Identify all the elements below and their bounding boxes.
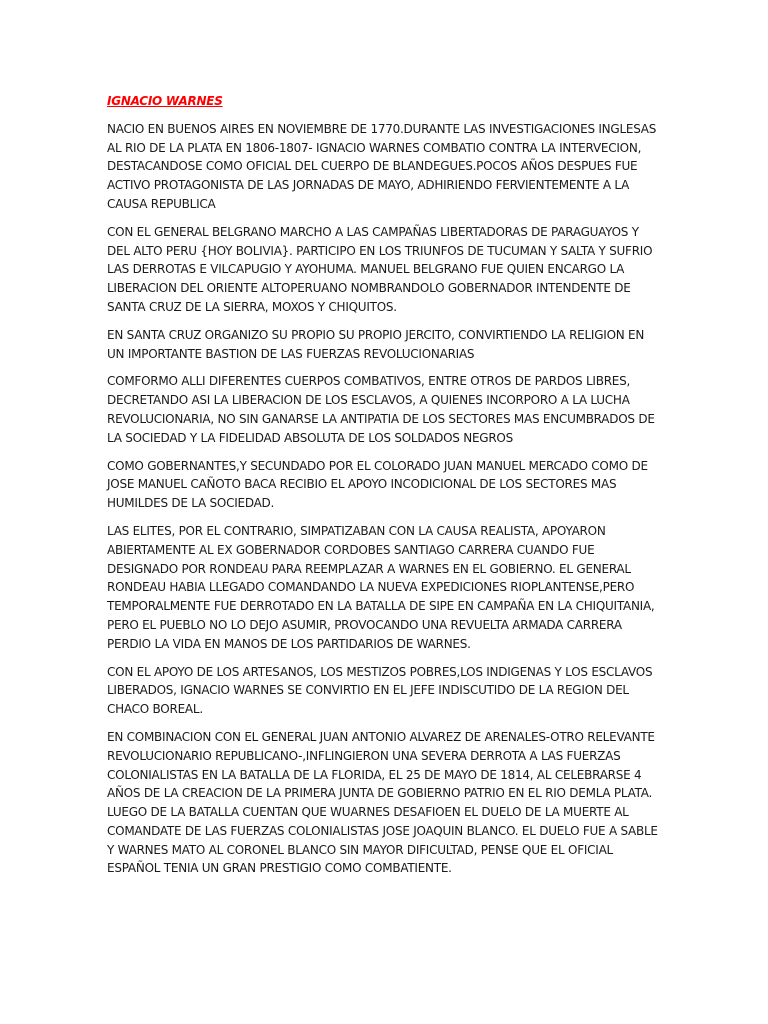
paragraph-2: CON EL GENERAL BELGRANO MARCHO A LAS CAMPAÑAS LIBERTADORAS DE PARAGUAYOS Y DEL ALTO PERU {HOY BOLIVIA}. PARTICIPO EN LOS TRIUNFOS DE TUCUMAN Y SALTA Y SUFRIO LAS DERROTAS E VILCAPUGIO Y AYOHUMA. MANUEL BELGRANO FUE QUIEN ENCARGO LA LIBERACION DEL ORIENTE ALTOPERUANO NOMBRANDOLO GOBERNADOR INTENDENTE DE SANTA CRUZ DE LA SIERRA, MOXOS Y CHIQUITOS.	[107, 224, 653, 314]
paragraph-5: COMO GOBERNANTES,Y SECUNDADO POR EL COLORADO JUAN MANUEL MERCADO COMO DE JOSE MANUEL CAÑOTO BACA RECIBIO EL APOYO INCODICIONAL DE LOS SECTORES MAS HUMILDES DE LA SOCIEDAD.	[107, 458, 648, 511]
document-page	[107, 92, 663, 887]
paragraph-8: EN COMBINACION CON EL GENERAL JUAN ANTONIO ALVAREZ DE ARENALES-OTRO RELEVANTE REVOLUCIONARIO REPUBLICANO-,INFLINGIERON UNA SEVERA DERROTA A LAS FUERZAS COLONIALISTAS EN LA BATALLA DE LA FLORIDA, EL 25 DE MAYO DE 1814, AL CELEBRARSE 4 AÑOS DE LA CREACION DE LA PRIMERA JUNTA DE GOBIERNO PATRIO EN EL RIO DEMLA PLATA. LUEGO DE LA BATALLA CUENTAN QUE WUARNES DESAFIOEN EL DUELO DE LA MUERTE AL COMANDATE DE LAS FUERZAS COLONIALISTAS JOSE JOAQUIN BLANCO. EL DUELO FUE A SABLE Y WARNES MATO AL CORONEL BLANCO SIN MAYOR DIFICULTAD, PENSE QUE EL OFICIAL ESPAÑOL TENIA UN GRAN PRESTIGIO COMO COMBATIENTE.	[107, 729, 658, 876]
paragraph-1: NACIO EN BUENOS AIRES EN NOVIEMBRE DE 1770.DURANTE LAS INVESTIGACIONES INGLESAS AL RIO DE LA PLATA EN 1806-1807- IGNACIO WARNES COMBATIO CONTRA LA INTERVECION, DESTACANDOSE COMO OFICIAL DEL CUERPO DE BLANDEGUES.POCOS AÑOS DESPUES FUE ACTIVO PROTAGONISTA DE LAS JORNADAS DE MAYO, ADHIRIENDO FERVIENTEMENTE A LA CAUSA REPUBLICA	[107, 121, 657, 211]
paragraph-6: LAS ELITES, POR EL CONTRARIO, SIMPATIZABAN CON LA CAUSA REALISTA, APOYARON ABIERTAMENTE AL EX GOBERNADOR CORDOBES SANTIAGO CARRERA CUANDO FUE DESIGNADO POR RONDEAU PARA REEMPLAZAR A WARNES EN EL GOBIERNO. EL GENERAL RONDEAU HABIA LLEGADO COMANDANDO LA NUEVA EXPEDICIONES RIOPLANTENSE,PERO TEMPORALMENTE FUE DERROTADO EN LA BATALLA DE SIPE EN CAMPAÑA EN LA CHIQUITANIA, PERO EL PUEBLO NO LO DEJO ASUMIR, PROVOCANDO UNA REVUELTA ARMADA CARRERA PERDIO LA VIDA EN MANOS DE LOS PARTIDARIOS DE WARNES.	[107, 523, 655, 651]
paragraph-7: CON EL APOYO DE LOS ARTESANOS, LOS MESTIZOS POBRES,LOS INDIGENAS Y LOS ESCLAVOS LIBERADOS, IGNACIO WARNES SE CONVIRTIO EN EL JEFE INDISCUTIDO DE LA REGION DEL CHACO BOREAL.	[107, 664, 653, 717]
document-title: IGNACIO WARNES	[107, 94, 223, 108]
paragraph-4: COMFORMO ALLI DIFERENTES CUERPOS COMBATIVOS, ENTRE OTROS DE PARDOS LIBRES, DECRETANDO ASI LA LIBERACION DE LOS ESCLAVOS, A QUIENES INCORPORO A LA LUCHA REVOLUCIONARIA, NO SIN GANARSE LA ANTIPATIA DE LOS SECTORES MAS ENCUMBRADOS DE LA SOCIEDAD Y LA FIDELIDAD ABSOLUTA DE LOS SOLDADOS NEGROS	[107, 374, 655, 445]
paragraph-3: EN SANTA CRUZ ORGANIZO SU PROPIO SU PROPIO JERCITO, CONVIRTIENDO LA RELIGION EN UN IMPORTANTE BASTION DE LAS FUERZAS REVOLUCIONARIAS	[107, 327, 645, 361]
